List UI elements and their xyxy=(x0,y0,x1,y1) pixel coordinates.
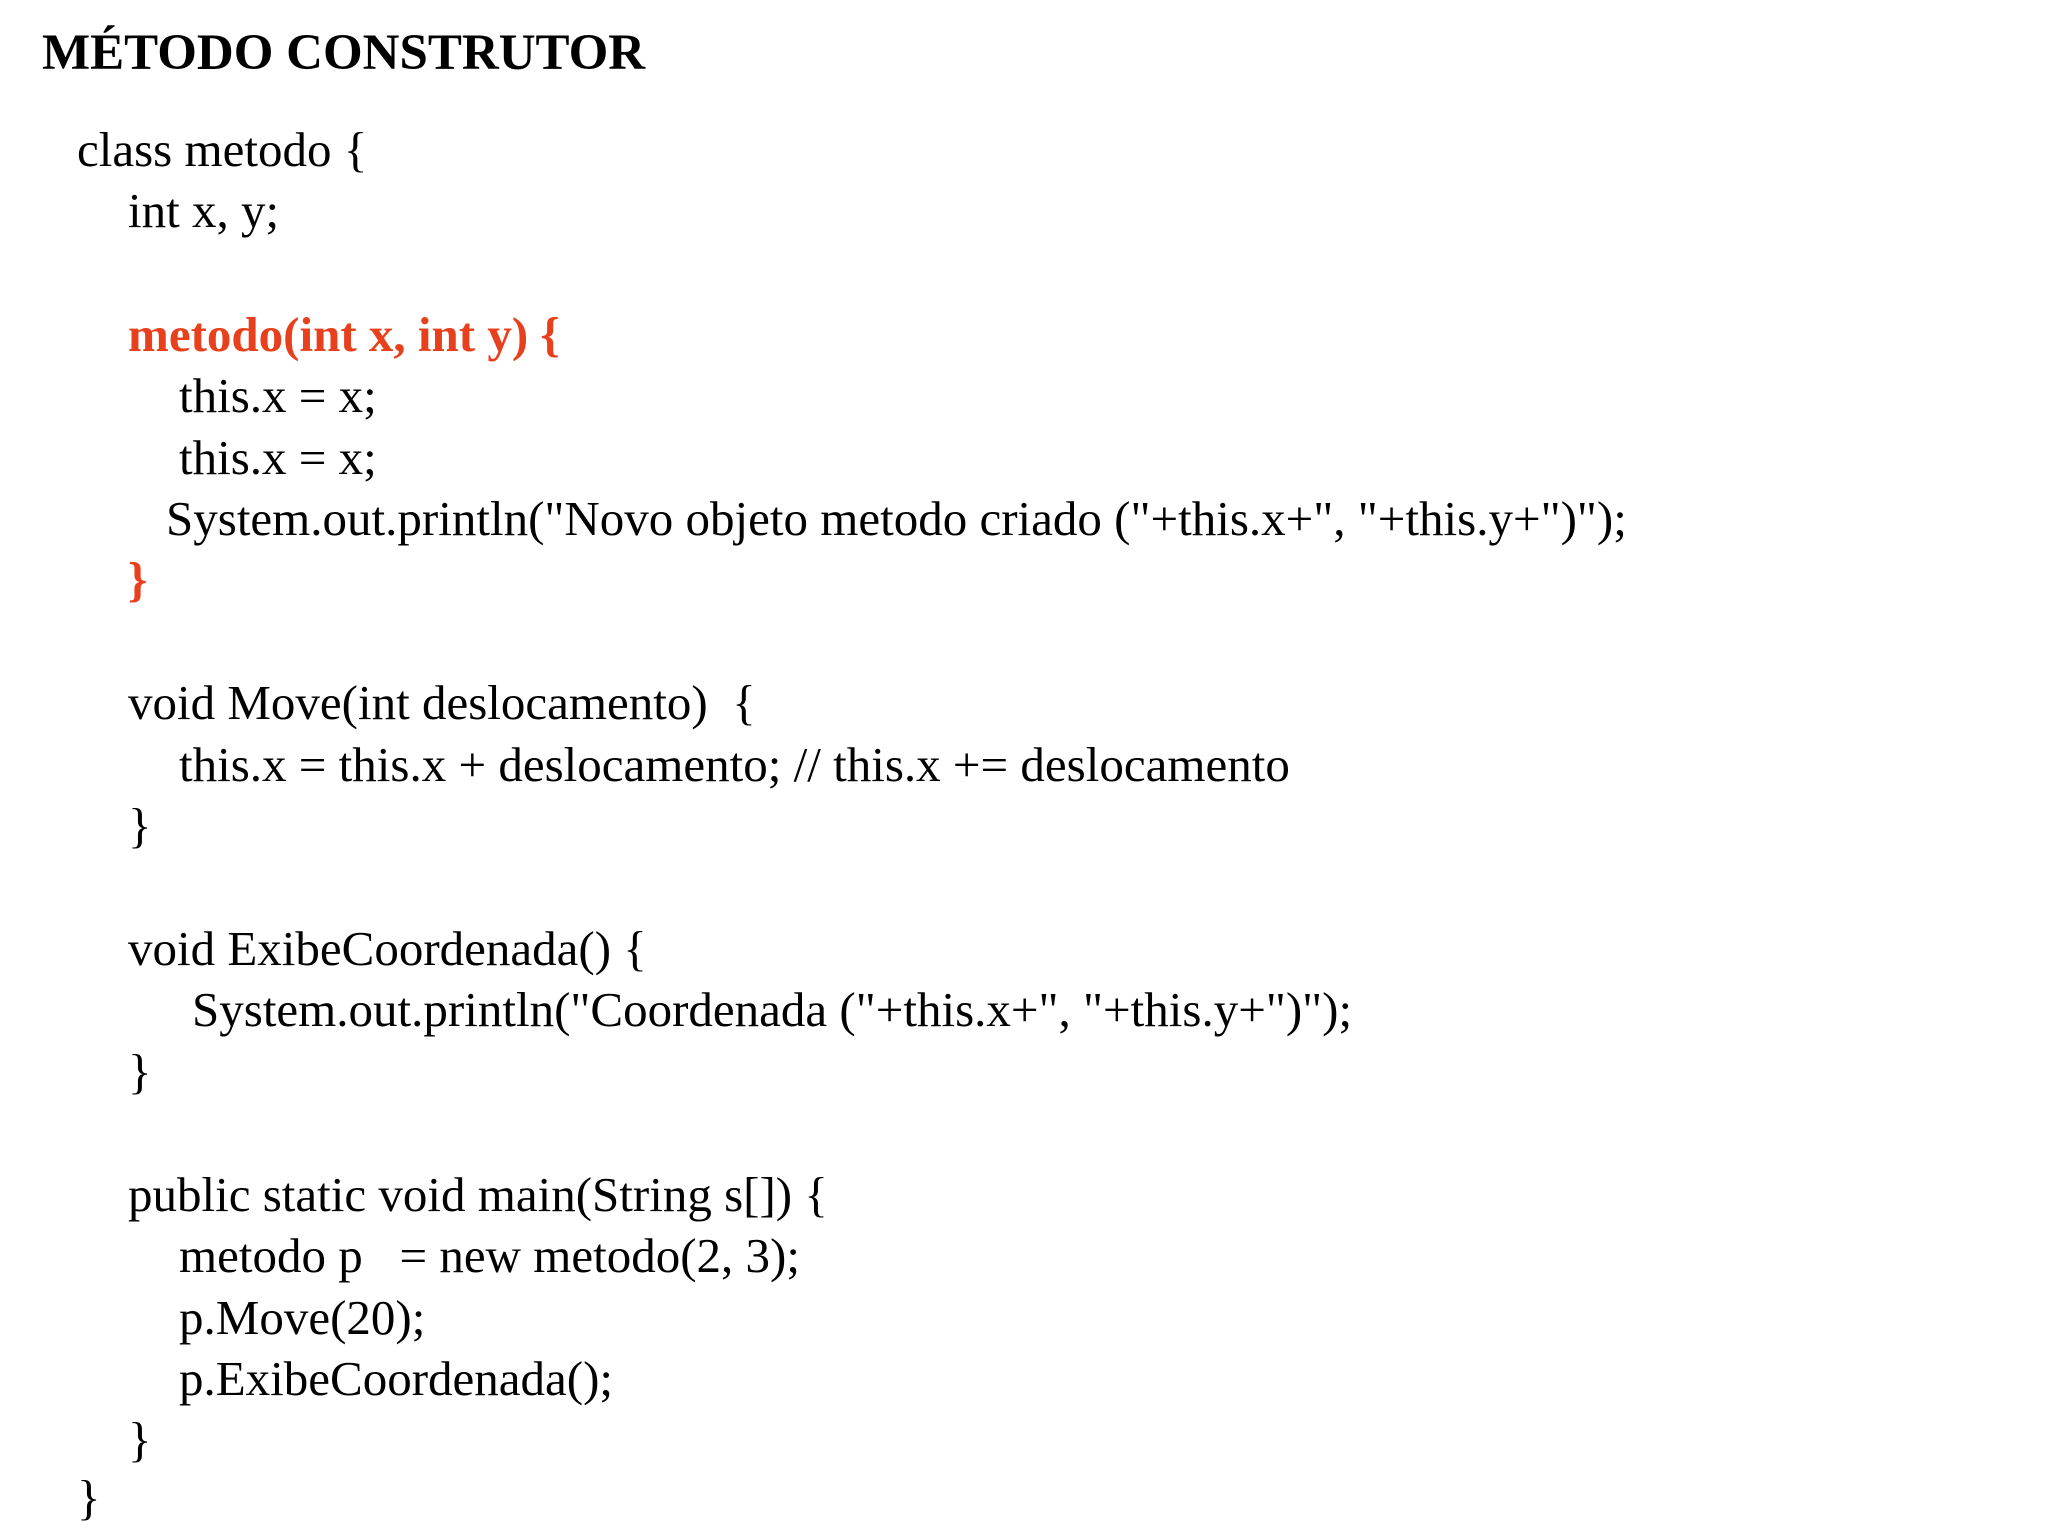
constructor-print-line: System.out.println("Novo objeto metodo criado ("+this.x+", "+this.y+")"); xyxy=(166,491,1627,546)
main-method-signature-line: public static void main(String s[]) { xyxy=(128,1167,828,1222)
exibe-method-closing-brace: } xyxy=(128,1044,152,1099)
fields-declaration-line: int x, y; xyxy=(128,183,280,238)
class-closing-brace: } xyxy=(77,1470,101,1525)
constructor-body-line-2: this.x = x; xyxy=(179,430,377,485)
move-method-closing-brace: } xyxy=(128,798,152,853)
main-body-line-3: p.ExibeCoordenada(); xyxy=(179,1351,614,1406)
class-declaration-line: class metodo { xyxy=(77,122,368,177)
move-method-body-line: this.x = this.x + deslocamento; // this.x += deslocamento xyxy=(179,737,1290,792)
main-closing-brace: } xyxy=(128,1412,152,1467)
main-body-line-2: p.Move(20); xyxy=(179,1290,426,1345)
constructor-body-line-1: this.x = x; xyxy=(179,368,377,423)
main-body-line-1: metodo p = new metodo(2, 3); xyxy=(179,1228,800,1283)
constructor-signature-line: metodo(int x, int y) { xyxy=(128,307,560,362)
slide-title: MÉTODO CONSTRUTOR xyxy=(42,25,646,81)
move-method-signature-line: void Move(int deslocamento) { xyxy=(128,675,756,730)
constructor-closing-brace: } xyxy=(128,552,148,607)
exibe-method-signature-line: void ExibeCoordenada() { xyxy=(128,921,647,976)
exibe-method-body-line: System.out.println("Coordenada ("+this.x+", "+this.y+")"); xyxy=(192,982,1353,1037)
